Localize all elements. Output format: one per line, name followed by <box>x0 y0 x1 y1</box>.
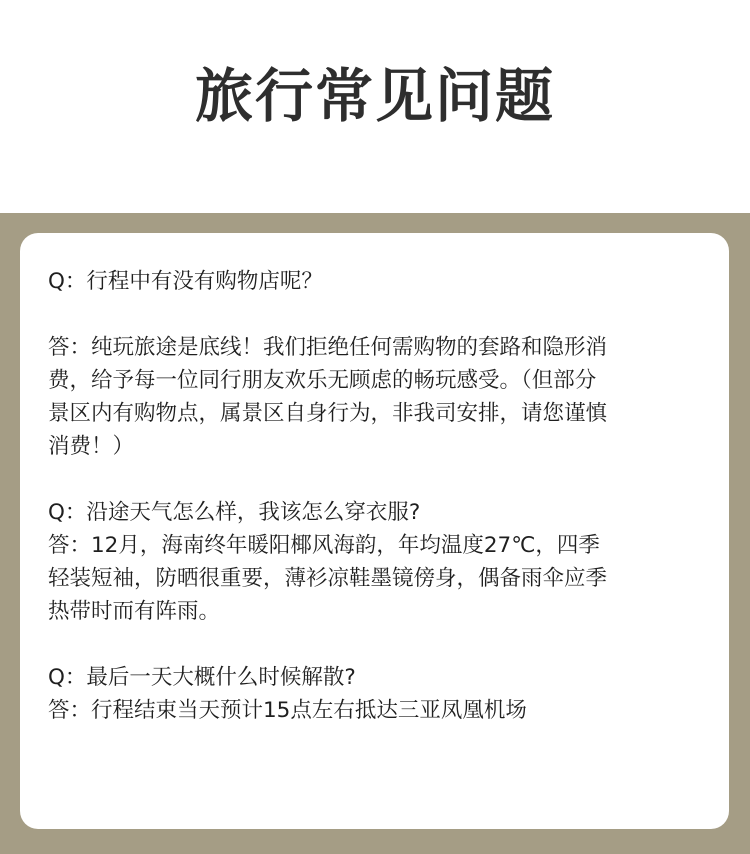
faq-answer-line: 热带时而有阵雨。 <box>48 599 221 624</box>
faq-question: Q：最后一天大概什么时候解散? <box>48 665 356 690</box>
spacer <box>48 298 718 331</box>
page-header <box>0 0 750 213</box>
faq-card <box>20 233 729 829</box>
faq-answer-line: 答：12月，海南终年暖阳椰风海韵，年均温度27℃，四季 <box>48 533 600 558</box>
page-title: 旅行常见问题 <box>194 62 555 130</box>
faq-answer-line: 费，给予每一位同行朋友欢乐无顾虑的畅玩感受。（但部分 <box>48 368 597 393</box>
spacer <box>48 463 718 496</box>
faq-question: Q：行程中有没有购物店呢？ <box>48 269 323 294</box>
faq-item-dismissal <box>48 661 718 727</box>
faq-answer-line: 答：纯玩旅途是底线！我们拒绝任何需购物的套路和隐形消 <box>48 335 608 360</box>
faq-content <box>48 265 718 727</box>
faq-item-weather <box>48 496 718 628</box>
faq-answer-line: 答：行程结束当天预计15点左右抵达三亚凤凰机场 <box>48 698 527 723</box>
faq-answer-line: 景区内有购物点，属景区自身行为，非我司安排，请您谨慎 <box>48 401 608 426</box>
faq-question: Q：沿途天气怎么样，我该怎么穿衣服? <box>48 500 421 525</box>
faq-answer-line: 轻装短袖，防晒很重要，薄衫凉鞋墨镜傍身，偶备雨伞应季 <box>48 566 608 591</box>
spacer <box>48 628 718 661</box>
faq-item-shopping <box>48 265 718 463</box>
faq-answer-line: 消费！） <box>48 434 135 459</box>
